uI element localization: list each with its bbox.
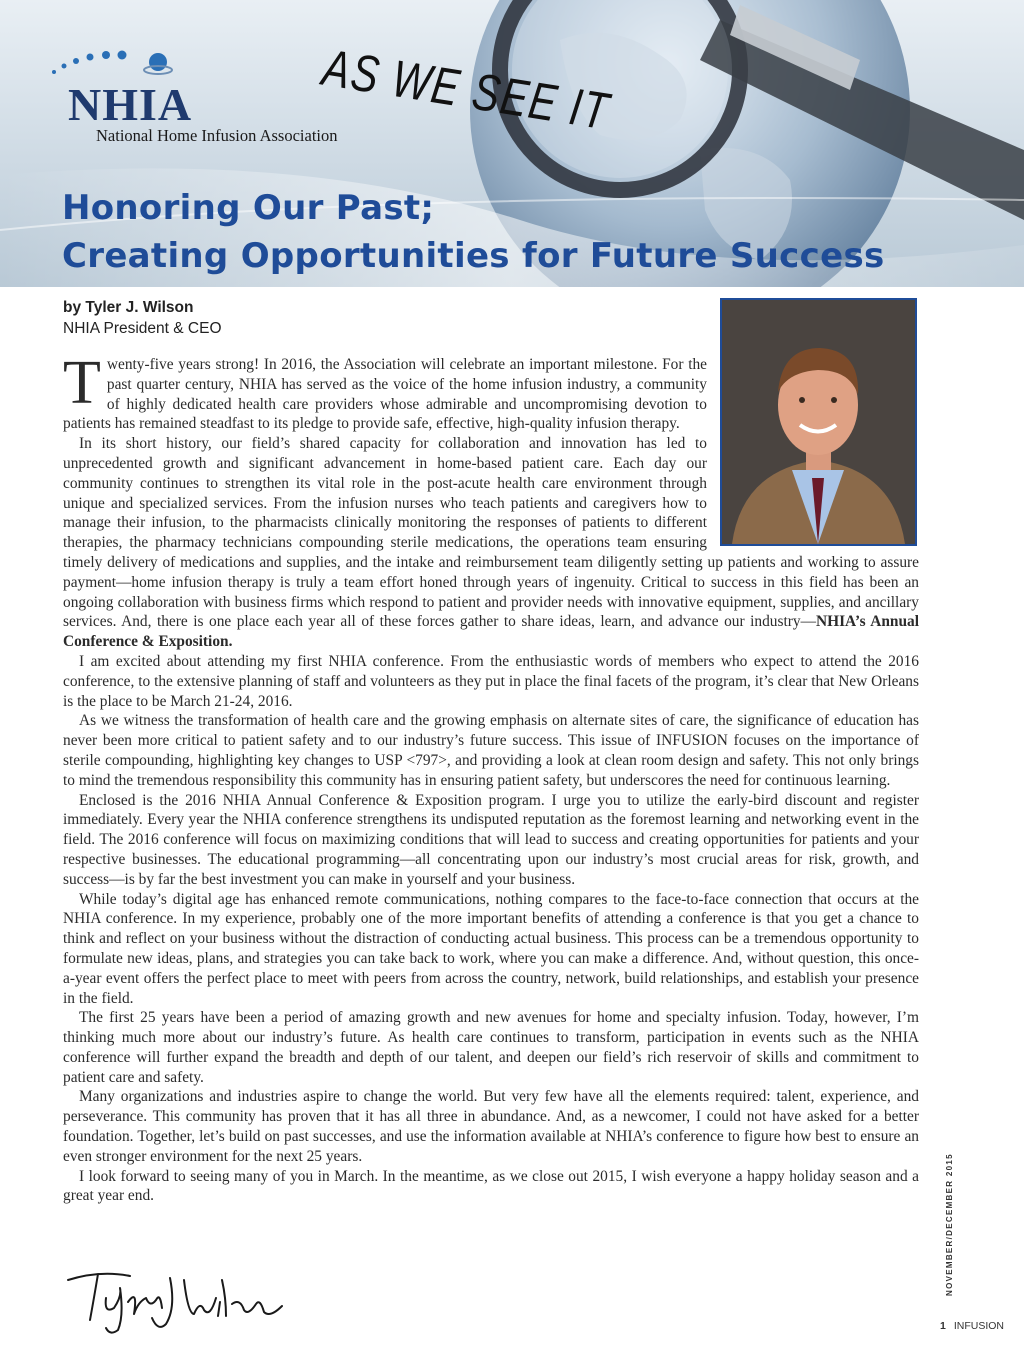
conference-name: NHIA’s Annual Conference & Exposition. [63, 613, 920, 651]
paragraph-3: I am excited about attending my first NHIA conference. From the enthusiastic words of members who expect to attend the 2016 conference, to the extensive planning of staff and volunteers as they put in place the final facets of the program, it’s clear that New Orleans is the place to be March 21-24, 2016. [63, 652, 919, 710]
paragraph-4: As we witness the transformation of health care and the growing emphasis on alternate sites of care, the significance of education has never been more critical to patient safety and to our industry’s future success. This issue of INFUSION focuses on the importance of sterile compounding, highlighting key changes to USP <797>, and providing a look at clean room design and safety. This not only brings to mind the tremendous responsibility this community has in ensuring patient safety, but underscores the need for continuous learning. [63, 712, 919, 789]
page-number: 1 [940, 1320, 946, 1332]
logo-org-name: National Home Infusion Association [96, 126, 338, 145]
headline-line-2: Creating Opportunities for Future Success [62, 236, 885, 276]
paragraph-5: Enclosed is the 2016 NHIA Annual Conference & Exposition program. I urge you to utilize the early-bird discount and register immediately. Every year the NHIA conference strengthens its undisputed reputation as the foremost learning and networking event in the field. The 2016 conference will focus on maximizing conditions that will lead to success and creating opportunities for patients and your respective businesses. The educational programming—all concentrating upon our industry’s most crucial areas for risk, growth, and success—is by far the best investment you can make in yourself and your business. [63, 791, 919, 888]
headline-line-1: Honoring Our Past; [62, 188, 435, 228]
photo-wrap-space [707, 355, 919, 552]
article-headline [62, 184, 885, 280]
article-body [63, 349, 920, 1206]
paragraph-8: Many organizations and industries aspire to change the world. But very few have all the elements required: talent, experience, and perseverance. This community has proven that it has all three in abundance. And, as a newcomer, I could not have asked for a better foundation. Together, let’s build on past successes, and use the information available at NHIA’s conference to figure how best to ensure an even stronger environment for the next 25 years. [63, 1088, 919, 1165]
drop-cap: T [63, 349, 101, 417]
logo-acronym: NHIA [68, 79, 193, 130]
handwritten-signature [60, 1258, 300, 1338]
header-banner [0, 0, 1024, 287]
paragraph-2-text: In its short history, our field’s shared capacity for collaboration and innovation has led to unprecedented growth and significant advancement in home-based patient care. Each day our community continues to strengthen its vital role in the post-acute health care environment through unique and specialized services. From the infusion nurses who teach patients and caregivers how to manage their infusion, to the pharmacists clinically monitoring the responses of patients to different therapies, the pharmacy technicians compounding sterile medications, the operations team ensuring timely delivery of medications and supplies, and the intake and reimbursement team diligently setting up patients and working to assure payment—home infusion therapy is truly a team effort honed through years of ingenuity. Critical to success in this field has been an ongoing collaboration with business firms which respond to patient and provider needs with innovative equipment, supplies, and ancillary services. And, there is one place each year all of these forces gather to share ideas, learn, and advance our industry— [63, 435, 919, 631]
page-folio [940, 1320, 1004, 1332]
paragraph-6: While today’s digital age has enhanced remote communications, nothing compares to the face-to-face connection that occurs at the NHIA conference. In my experience, probably one of the more important benefits of attending a conference is that you get a chance to think and reflect on your business without the distraction of conducting actual business. This process can be a tremendous opportunity to formulate new ideas, plans, and strategies you can take back to work, where you can make a difference. And, without question, this once-a-year event offers the perfect place to meet with peers from across the country, network, build relationships, and establish your presence in the field. [63, 890, 919, 1007]
paragraph-1-text: wenty-five years strong! In 2016, the Association will celebrate an important milestone. For the past quarter century, NHIA has served as the voice of the home infusion industry, a community of highly dedicated health care providers whose admirable and uncompromising devotion to patients has remained steadfast to its pledge to provide safe, effective, high-quality infusion therapy. [63, 356, 707, 433]
byline [63, 297, 222, 339]
paragraph-7: The first 25 years have been a period of amazing growth and new avenues for home and specialty infusion. Today, however, I’m thinking much more about our industry’s future. As health care continues to transform, participation in events such as the NHIA conference will further expand the breadth and depth of our talent, and deepen our field’s rich reservoir of skills and commitment to patient care and safety. [63, 1009, 919, 1086]
paragraph-9: I look forward to seeing many of you in March. In the meantime, as we close out 2015, I wish everyone a happy holiday season and a great year end. [63, 1167, 919, 1205]
author-title: NHIA President & CEO [63, 320, 222, 337]
column-banner: AS WE SEE IT [318, 38, 614, 142]
publication-name: INFUSION [953, 1320, 1005, 1332]
issue-date: NOVEMBER/DECEMBER 2015 [945, 1153, 954, 1296]
author-name: by Tyler J. Wilson [63, 299, 194, 316]
